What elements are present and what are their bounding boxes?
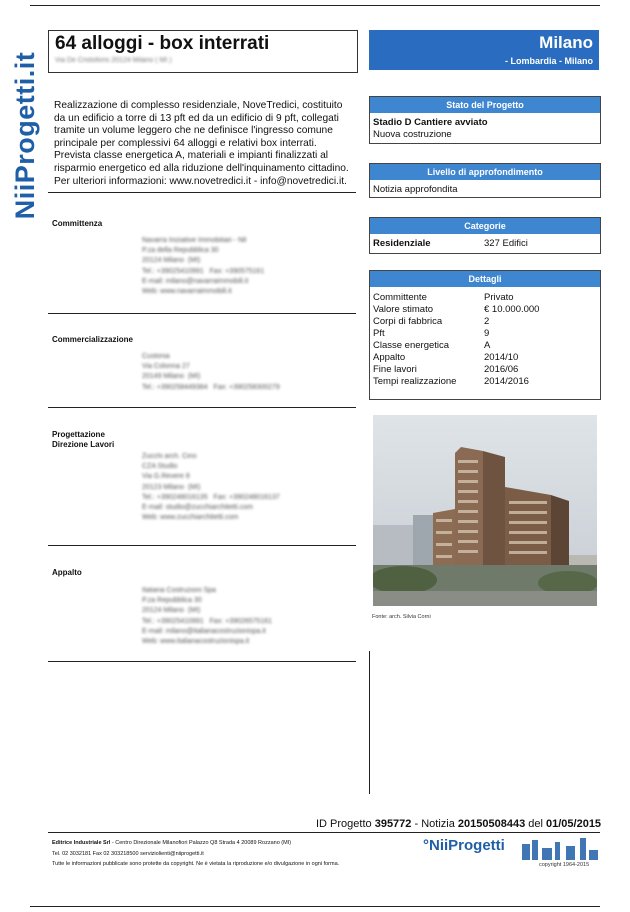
dettagli-key: Appalto [373, 352, 406, 363]
dettagli-row [370, 364, 600, 376]
livello-panel [369, 163, 601, 198]
id-label: ID Progetto [316, 818, 372, 830]
stato-stage: Stadio D Cantiere avviato [373, 117, 488, 128]
progettazione-label: Progettazione [52, 430, 105, 439]
title-box [48, 30, 358, 73]
dettagli-row [370, 304, 600, 316]
divider [48, 192, 356, 193]
notizia-value: 20150508443 [457, 818, 526, 830]
page-title: 64 alloggi - box interrati [55, 33, 270, 54]
categorie-value: 327 Edifici [484, 238, 528, 249]
livello-value: Notizia approfondita [373, 184, 458, 195]
footer-company [52, 840, 291, 846]
committenza-contact: Navarra Iniziative Immobiliari - Nll P.za della Repubblica 30 20124 Milano (MI) Tel.: +39025410991 Fax: +390575161 E-mail: milano@navarraimmobili.it Web: www.navarraimmobili.it [142, 237, 265, 296]
company-address: - Centro Direzionale Milanofiori Palazzo Q8 Strada 4 20089 Rozzano (MI) [110, 840, 292, 846]
stato-header: Stato del Progetto [370, 97, 600, 113]
dettagli-value: € 10.000.000 [484, 304, 540, 315]
dettagli-key: Committente [373, 292, 427, 303]
appalto-contact: Italiana Costruzioni Spa P.za Repubblica 30 20124 Milano (MI) Tel.: +39025410991 Fax: +39026575161 E-mail: milano@italianacostruzionispa.it Web: www.italianacostruzionispa.it [142, 587, 272, 646]
footer-contacts: Tel. 02 3032181 Fax 02 303218500 serviziolienti@niiprogetti.it [52, 851, 204, 857]
company-name: Editrice Industriale Srl [52, 840, 111, 846]
dettagli-rows [370, 292, 600, 388]
dettagli-key: Classe energetica [373, 340, 450, 351]
appalto-label: Appalto [52, 568, 82, 577]
copyright: copyright 1964-2015 [539, 862, 590, 868]
divider [48, 661, 356, 662]
bottom-rule [30, 906, 600, 907]
dettagli-key: Pft [373, 328, 385, 339]
top-rule [30, 5, 600, 6]
categorie-panel [369, 217, 601, 254]
dettagli-value: 2014/2016 [484, 376, 529, 387]
dettagli-value: 2014/10 [484, 352, 519, 363]
photo-caption: Fonte: arch. Silvia Corni [372, 614, 431, 620]
city-box [369, 30, 599, 70]
id-value: 395772 [374, 818, 412, 830]
dettagli-header: Dettagli [370, 271, 600, 287]
dettagli-row [370, 316, 600, 328]
footer-logo: °NiiProgetti [423, 837, 505, 854]
commercializzazione-contact: Custonia Via Colonna 27 20149 Milano (MI) Tel.: +390258449384 Fax: +390258300279 [142, 353, 280, 391]
building-logo-icon [522, 838, 598, 865]
dettagli-panel [369, 270, 601, 400]
dettagli-key: Fine lavori [373, 364, 417, 375]
commercializzazione-label: Commercializzazione [52, 335, 133, 344]
footer-id-line [316, 818, 601, 830]
dettagli-key: Tempi realizzazione [373, 376, 457, 387]
city-name: Milano [539, 33, 593, 52]
dettagli-row [370, 328, 600, 340]
committenza-label: Committenza [52, 219, 103, 228]
brand-vertical-logo: NiiProgetti.it [10, 51, 40, 220]
progettazione-contact: Zucchi arch. Cino CZA Studio Via G.Revere 8 20123 Milano (MI) Tel.: +390248016135 Fax: +390248016137 E-mail: studio@zucchiarchitetti.com Web: www.zucchiarchitetti.com [142, 453, 280, 522]
dettagli-row [370, 292, 600, 304]
dettagli-value: A [484, 340, 491, 351]
dettagli-row [370, 376, 600, 388]
notizia-date: 01/05/2015 [546, 818, 602, 830]
divider [48, 407, 356, 408]
column-rule [369, 651, 370, 794]
project-photo [373, 415, 597, 606]
notizia-label: - Notizia [414, 818, 455, 830]
dettagli-value: Privato [484, 292, 514, 303]
divider [48, 545, 356, 546]
dettagli-key: Valore stimato [373, 304, 434, 315]
footer-rights: Tutte le informazioni pubblicate sono protette da copyright. Ne è vietata la riproduzione e/o divulgazione in ogni forma. [52, 861, 340, 867]
stato-type: Nuova costruzione [373, 129, 452, 140]
del-label: del [528, 818, 543, 830]
dettagli-value: 9 [484, 328, 490, 339]
dettagli-key: Corpi di fabbrica [373, 316, 443, 327]
dettagli-value: 2016/06 [484, 364, 519, 375]
direzione-lavori-label: Direzione Lavori [52, 440, 115, 449]
categorie-row [370, 238, 600, 250]
dettagli-value: 2 [484, 316, 490, 327]
stato-panel [369, 96, 601, 144]
dettagli-row [370, 352, 600, 364]
region-name: - Lombardia - Milano [504, 56, 593, 66]
divider [48, 313, 356, 314]
project-address: Via De Cristoforis 20124 Milano ( MI ) [55, 57, 172, 64]
footer-rule [48, 832, 600, 833]
dettagli-row [370, 340, 600, 352]
project-description: Realizzazione di complesso residenziale, NoveTredici, costituito da un edificio a torre di 13 pft ed da un edificio di 9 pft, collegati tramite un volume leggero che ne definisce l'ingresso comune principale per complessivi 64 alloggi e relativi box interrati. Prevista classe energetica A, materiali e impianti finalizzati al risparmio energetico ed alla riduzione dell'inquinamento cittadino. Per ulteriori informazioni: www.novetredici.it - info@novetredici.it. [54, 100, 349, 187]
categorie-label: Residenziale [373, 238, 431, 249]
building-image [373, 415, 597, 606]
livello-header: Livello di approfondimento [370, 164, 600, 180]
categorie-header: Categorie [370, 218, 600, 234]
